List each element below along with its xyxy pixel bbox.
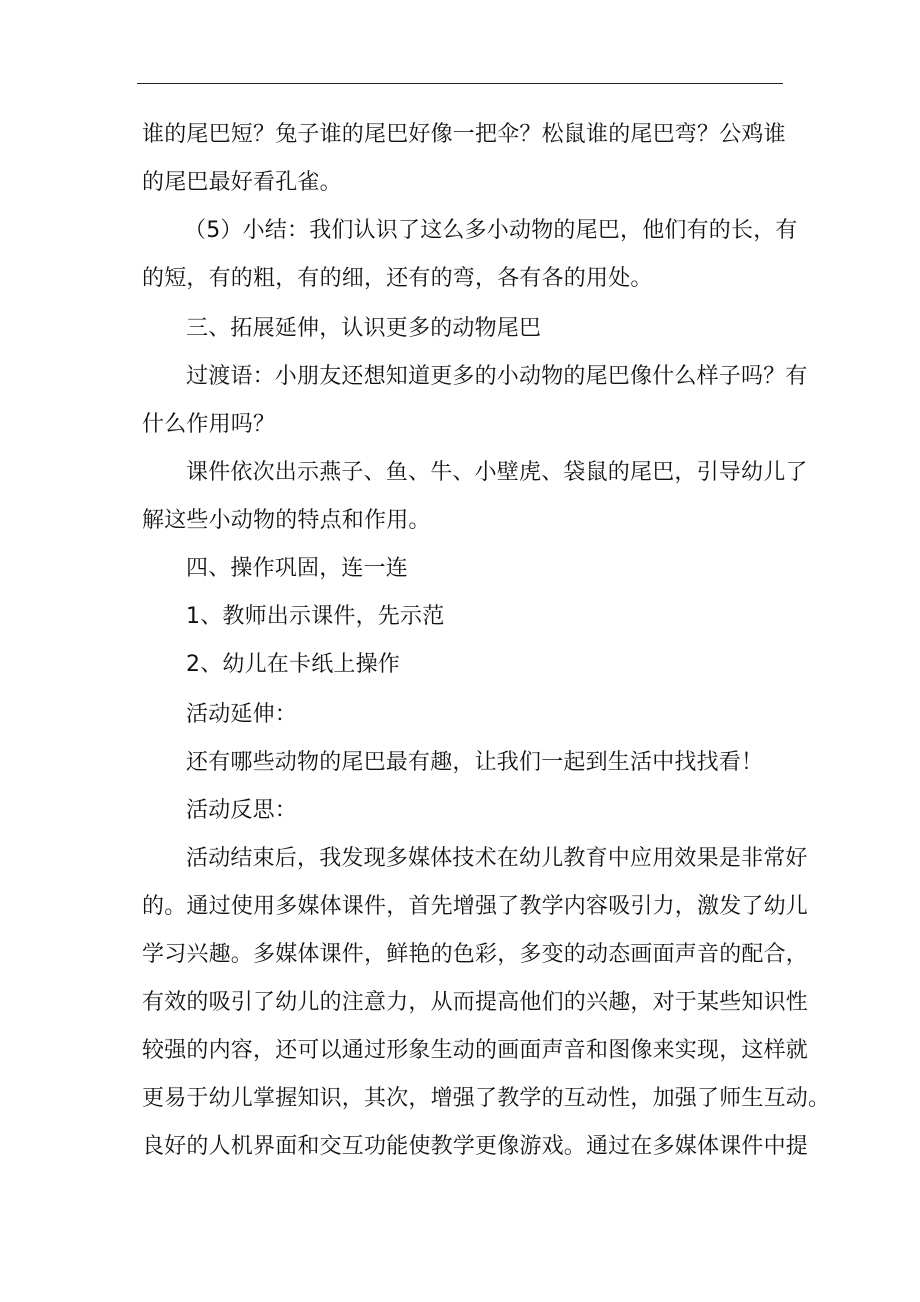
body-line: 较强的内容，还可以通过形象生动的画面声音和图像来实现，这样就 <box>142 1038 809 1063</box>
section-heading: 四、操作巩固，连一连 <box>186 556 409 581</box>
body-line: 过渡语：小朋友还想知道更多的小动物的尾巴像什么样子吗？有 <box>186 364 808 389</box>
body-line: 活动结束后，我发现多媒体技术在幼儿教育中应用效果是非常好 <box>186 846 808 871</box>
header-rule <box>137 83 783 84</box>
list-item: 1、教师出示课件，先示范 <box>186 604 445 629</box>
body-line: 的。通过使用多媒体课件，首先增强了教学内容吸引力，激发了幼儿 <box>142 894 809 919</box>
body-line: 有效的吸引了幼儿的注意力，从而提高他们的兴趣，对于某些知识性 <box>142 990 809 1015</box>
section-label: 活动反思： <box>186 798 298 823</box>
list-item: 2、幼儿在卡纸上操作 <box>186 652 400 677</box>
body-line: 良好的人机界面和交互功能使教学更像游戏。通过在多媒体课件中提 <box>142 1134 809 1159</box>
body-line: 什么作用吗？ <box>142 412 276 437</box>
body-line: 还有哪些动物的尾巴最有趣，让我们一起到生活中找找看！ <box>186 750 764 775</box>
section-label: 活动延伸： <box>186 702 298 727</box>
section-heading: 三、拓展延伸，认识更多的动物尾巴 <box>186 316 542 341</box>
body-line: 解这些小动物的特点和作用。 <box>142 508 431 533</box>
body-line: 更易于幼儿掌握知识，其次，增强了教学的互动性，加强了师生互动。 <box>142 1086 831 1111</box>
body-line: （5）小结：我们认识了这么多小动物的尾巴，他们有的长，有 <box>184 218 798 243</box>
body-line: 谁的尾巴短？兔子谁的尾巴好像一把伞？松鼠谁的尾巴弯？公鸡谁 <box>142 122 786 147</box>
body-line: 的尾巴最好看孔雀。 <box>142 170 342 195</box>
body-line: 学习兴趣。多媒体课件，鲜艳的色彩，多变的动态画面声音的配合， <box>142 942 809 967</box>
body-line: 课件依次出示燕子、鱼、牛、小壁虎、袋鼠的尾巴，引导幼儿了 <box>186 460 808 485</box>
body-line: 的短，有的粗，有的细，还有的弯，各有各的用处。 <box>142 266 653 291</box>
